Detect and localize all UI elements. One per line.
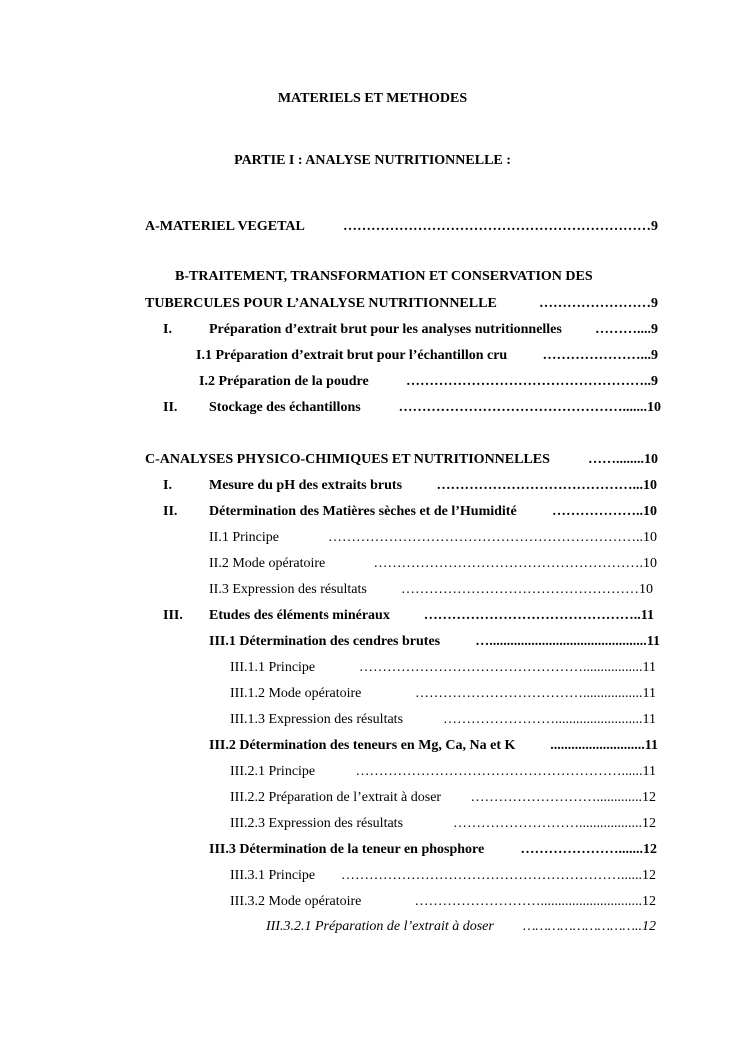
toc-num: II. bbox=[163, 400, 178, 415]
toc-entry-text: III.2.2 Préparation de l’extrait à doser bbox=[230, 790, 442, 805]
toc-entry-text: TUBERCULES POUR L’ANALYSE NUTRITIONNELLE bbox=[145, 296, 497, 311]
toc-entry-c-iii321 bbox=[266, 918, 656, 936]
toc-entry-c-ii2 bbox=[209, 555, 657, 573]
toc-entry-c-iii bbox=[209, 607, 654, 625]
toc-entry-c-iii22 bbox=[230, 789, 656, 807]
toc-entry-leader: …………………….........................11 bbox=[443, 712, 656, 727]
toc-entry-leader: …………………………………………………………..10 bbox=[328, 530, 657, 545]
toc-entry-text: II.1 Principe bbox=[209, 530, 279, 545]
toc-entry-c-iii31 bbox=[230, 867, 656, 885]
toc-entry-text: III.2 Détermination des teneurs en Mg, Ca, Na et K bbox=[209, 738, 516, 753]
toc-entry-c-ii bbox=[209, 503, 657, 521]
toc-entry-leader: ………………………………………..11 bbox=[423, 608, 654, 623]
toc-entry-c-iii21 bbox=[230, 763, 656, 781]
toc-entry-leader: ……........10 bbox=[588, 452, 658, 467]
toc-entry-leader: ………....9 bbox=[595, 322, 658, 337]
toc-entry-c-iii1 bbox=[209, 633, 660, 651]
toc-entry-b-i2 bbox=[199, 373, 658, 391]
toc-entry-c-iii32 bbox=[230, 893, 656, 911]
toc-entry-text: III.1 Détermination des cendres brutes bbox=[209, 634, 441, 649]
toc-entry-text: C-ANALYSES PHYSICO-CHIMIQUES ET NUTRITIONNELLES bbox=[145, 452, 550, 467]
toc-entry-leader: ………………………………………………….10 bbox=[373, 556, 657, 571]
toc-entry-text: Stockage des échantillons bbox=[209, 400, 361, 415]
toc-entry-c-i bbox=[209, 477, 657, 495]
toc-entry-text: III.3 Détermination de la teneur en phosphore bbox=[209, 842, 485, 857]
toc-entry-leader: ………………………..................12 bbox=[453, 816, 656, 831]
toc-entry-c-ii1 bbox=[209, 529, 657, 547]
toc-entry-text: Préparation d’extrait brut pour les analyses nutritionnelles bbox=[209, 322, 562, 337]
toc-entry-b-i bbox=[209, 321, 658, 339]
toc-entry-leader: ...........................11 bbox=[550, 738, 658, 753]
toc-entry-leader: ………………………..12 bbox=[522, 919, 656, 934]
toc-entry-c-iii2 bbox=[209, 737, 658, 755]
toc-entry-text: I.2 Préparation de la poudre bbox=[199, 374, 369, 389]
toc-num: II. bbox=[163, 504, 178, 519]
toc-entry-b-i1 bbox=[196, 347, 658, 365]
toc-entry-c-iii11 bbox=[230, 659, 656, 677]
toc-entry-text: Etudes des éléments minéraux bbox=[209, 608, 390, 623]
toc-entry-leader: ……………………….............12 bbox=[470, 790, 656, 805]
toc-entry-leader: ……………………………………………..9 bbox=[406, 374, 658, 389]
toc-entry-text: III.3.2.1 Préparation de l’extrait à doser bbox=[266, 919, 494, 934]
toc-entry-text: III.1.1 Principe bbox=[230, 660, 316, 675]
toc-entry-c-iii13 bbox=[230, 711, 656, 729]
toc-entry-text: III.3.1 Principe bbox=[230, 868, 316, 883]
toc-entry-a bbox=[145, 218, 658, 236]
toc-entry-leader: …………………………………………………......11 bbox=[355, 764, 656, 779]
toc-entry-c-iii3 bbox=[209, 841, 657, 859]
toc-entry-c-iii12 bbox=[230, 685, 656, 703]
toc-entry-leader: ……………………………………………10 bbox=[401, 582, 653, 597]
toc-entry-leader: ………………..10 bbox=[552, 504, 657, 519]
toc-entry-text: III.2.1 Principe bbox=[230, 764, 316, 779]
toc-entry-leader: ……………………….............................12 bbox=[414, 894, 656, 909]
toc-entry-leader: ………………………………………….......10 bbox=[398, 400, 661, 415]
toc-num: I. bbox=[163, 322, 172, 337]
toc-entry-text: III.1.3 Expression des résultats bbox=[230, 712, 404, 727]
toc-entry-text: III.1.2 Mode opératoire bbox=[230, 686, 362, 701]
toc-entry-text: Mesure du pH des extraits bruts bbox=[209, 478, 403, 493]
toc-entry-b-line1: B-TRAITEMENT, TRANSFORMATION ET CONSERVATION DES bbox=[175, 269, 593, 284]
toc-entry-text: III.2.3 Expression des résultats bbox=[230, 816, 404, 831]
toc-entry-leader: ….............................................11 bbox=[475, 634, 660, 649]
toc-entry-leader: …………………………………………………………9 bbox=[343, 219, 658, 234]
toc-entry-leader: ……………………9 bbox=[539, 296, 658, 311]
toc-entry-text: III.3.2 Mode opératoire bbox=[230, 894, 362, 909]
toc-entry-text: I.1 Préparation d’extrait brut pour l’échantillon cru bbox=[196, 348, 508, 363]
toc-entry-text: A-MATERIEL VEGETAL bbox=[145, 219, 305, 234]
toc-entry-leader: …………………...9 bbox=[542, 348, 658, 363]
toc-entry-leader: ……………………………….................11 bbox=[415, 686, 656, 701]
toc-entry-text: II.3 Expression des résultats bbox=[209, 582, 367, 597]
toc-entry-leader: ………………………………………….................11 bbox=[359, 660, 656, 675]
toc-entry-leader: ………………….......12 bbox=[520, 842, 657, 857]
toc-entry-leader: ……………………………………...10 bbox=[436, 478, 657, 493]
toc-entry-c bbox=[145, 451, 658, 469]
toc-entry-c-iii23 bbox=[230, 815, 656, 833]
part-title: PARTIE I : ANALYSE NUTRITIONNELLE : bbox=[234, 153, 511, 168]
toc-entry-c-ii3 bbox=[209, 581, 653, 599]
toc-entry-leader: ……………………………………………………......12 bbox=[341, 868, 656, 883]
section-title: MATERIELS ET METHODES bbox=[277, 91, 468, 106]
toc-num: III. bbox=[163, 608, 183, 623]
toc-entry-text: II.2 Mode opératoire bbox=[209, 556, 326, 571]
toc-entry-b-line2 bbox=[145, 295, 658, 313]
toc-num: I. bbox=[163, 478, 172, 493]
toc-entry-text: Détermination des Matières sèches et de l’Humidité bbox=[209, 504, 517, 519]
toc-entry-b-ii bbox=[209, 399, 661, 417]
